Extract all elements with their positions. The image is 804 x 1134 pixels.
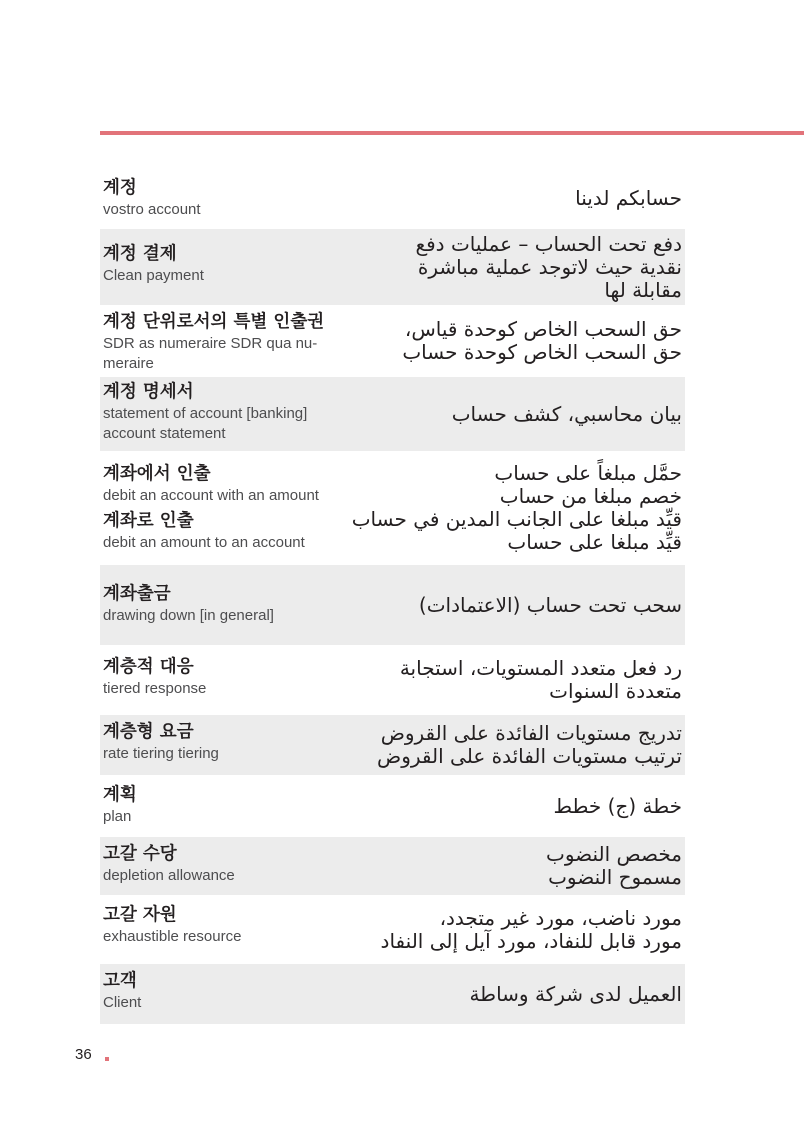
arabic-line: ترتيب مستويات الفائدة على القروض — [377, 744, 682, 768]
english-term: account statement — [103, 425, 226, 442]
english-term: SDR as numeraire SDR qua nu- — [103, 335, 318, 352]
korean-term: 계획 — [103, 785, 137, 805]
english-term: depletion allowance — [103, 867, 235, 884]
arabic-line: خصم مبلغا من حساب — [499, 484, 682, 508]
term-source — [100, 715, 346, 775]
arabic-translation — [346, 229, 685, 305]
korean-term: 계정 단위로서의 특별 인출권 — [103, 312, 325, 332]
arabic-line: حق السحب الخاص كوحدة حساب — [402, 340, 682, 364]
page-number: 36 — [75, 1046, 92, 1063]
term-source — [100, 898, 346, 961]
korean-term: 고객 — [103, 971, 137, 991]
page-number-dot — [105, 1057, 109, 1061]
korean-term: 계좌출금 — [103, 584, 171, 604]
glossary-row — [100, 565, 685, 645]
english-term: Client — [103, 994, 142, 1011]
english-term: tiered response — [103, 680, 207, 697]
arabic-line: تدريج مستويات الفائدة على القروض — [380, 721, 682, 745]
arabic-line: مورد قابل للنفاد، مورد آيل إلى النفاد — [380, 928, 682, 953]
glossary-table — [100, 171, 685, 1027]
korean-term: 계층적 대응 — [103, 657, 194, 677]
arabic-translation — [346, 565, 685, 645]
korean-term: 계정 명세서 — [103, 382, 194, 402]
arabic-line: خطة (ج) خطط — [553, 793, 682, 818]
arabic-line: العميل لدى شركة وساطة — [469, 981, 682, 1006]
arabic-translation — [346, 837, 685, 895]
english-term: statement of account [banking] — [103, 405, 308, 422]
arabic-line: رد فعل متعدد المستويات، استجابة — [399, 656, 682, 680]
english-term: vostro account — [103, 201, 201, 218]
korean-term: 고갈 수당 — [103, 844, 177, 864]
arabic-line: حمَّل مبلغاً على حساب — [494, 461, 682, 485]
korean-term: 계좌로 인출 — [103, 511, 194, 531]
korean-term: 고갈 자원 — [103, 905, 177, 925]
english-term: debit an amount to an account — [103, 534, 305, 551]
arabic-line: قيِّد مبلغا على حساب — [507, 530, 682, 554]
korean-term: 계정 결제 — [103, 244, 177, 264]
arabic-line: مورد ناضب، مورد غير متجدد، — [439, 905, 682, 930]
term-source — [100, 171, 346, 226]
arabic-translation — [346, 454, 685, 562]
glossary-row — [100, 898, 685, 961]
term-source — [100, 229, 346, 305]
arabic-line: متعددة السنوات — [549, 679, 682, 703]
top-accent-rule — [100, 131, 804, 135]
arabic-translation — [346, 778, 685, 834]
glossary-row — [100, 837, 685, 895]
english-term: rate tiering tiering — [103, 745, 219, 762]
glossary-row — [100, 308, 685, 374]
arabic-translation — [346, 377, 685, 451]
term-source — [100, 308, 346, 374]
english-term: debit an account with an amount — [103, 487, 319, 504]
english-term: meraire — [103, 355, 154, 372]
glossary-row — [100, 171, 685, 226]
glossary-row — [100, 778, 685, 834]
arabic-translation — [346, 648, 685, 712]
glossary-row — [100, 648, 685, 712]
arabic-line: مسموح النضوب — [548, 865, 682, 889]
glossary-row — [100, 454, 685, 562]
korean-term: 계정 — [103, 178, 137, 198]
arabic-line: حق السحب الخاص كوحدة قياس، — [404, 317, 682, 341]
english-term: drawing down [in general] — [103, 607, 274, 624]
glossary-row — [100, 377, 685, 451]
korean-term: 계층형 요금 — [103, 722, 194, 742]
glossary-row — [100, 229, 685, 305]
term-source — [100, 964, 346, 1024]
arabic-line: بيان محاسبي، كشف حساب — [451, 401, 682, 426]
term-source — [100, 837, 346, 895]
english-term: exhaustible resource — [103, 928, 242, 945]
glossary-row — [100, 964, 685, 1024]
arabic-line: مقابلة لها — [604, 277, 682, 302]
term-source — [100, 778, 346, 834]
arabic-translation — [346, 171, 685, 226]
arabic-line: دفع تحت الحساب – عمليات دفع — [415, 231, 682, 256]
english-term: plan — [103, 808, 132, 825]
arabic-translation — [346, 308, 685, 374]
arabic-translation — [346, 898, 685, 961]
arabic-translation — [346, 964, 685, 1024]
term-source — [100, 648, 346, 712]
english-term: Clean payment — [103, 267, 204, 284]
arabic-line: حسابكم لدينا — [575, 186, 682, 210]
term-source — [100, 377, 346, 451]
korean-term: 계좌에서 인출 — [103, 464, 211, 484]
arabic-line: نقدية حيث لاتوجد عملية مباشرة — [417, 254, 682, 279]
arabic-line: قيِّد مبلغا على الجانب المدين في حساب — [351, 507, 682, 531]
term-source — [100, 454, 346, 562]
arabic-line: سحب تحت حساب (الاعتمادات) — [418, 592, 682, 617]
arabic-translation — [346, 715, 685, 775]
arabic-line: مخصص النضوب — [545, 842, 682, 866]
term-source — [100, 565, 346, 645]
glossary-row — [100, 715, 685, 775]
